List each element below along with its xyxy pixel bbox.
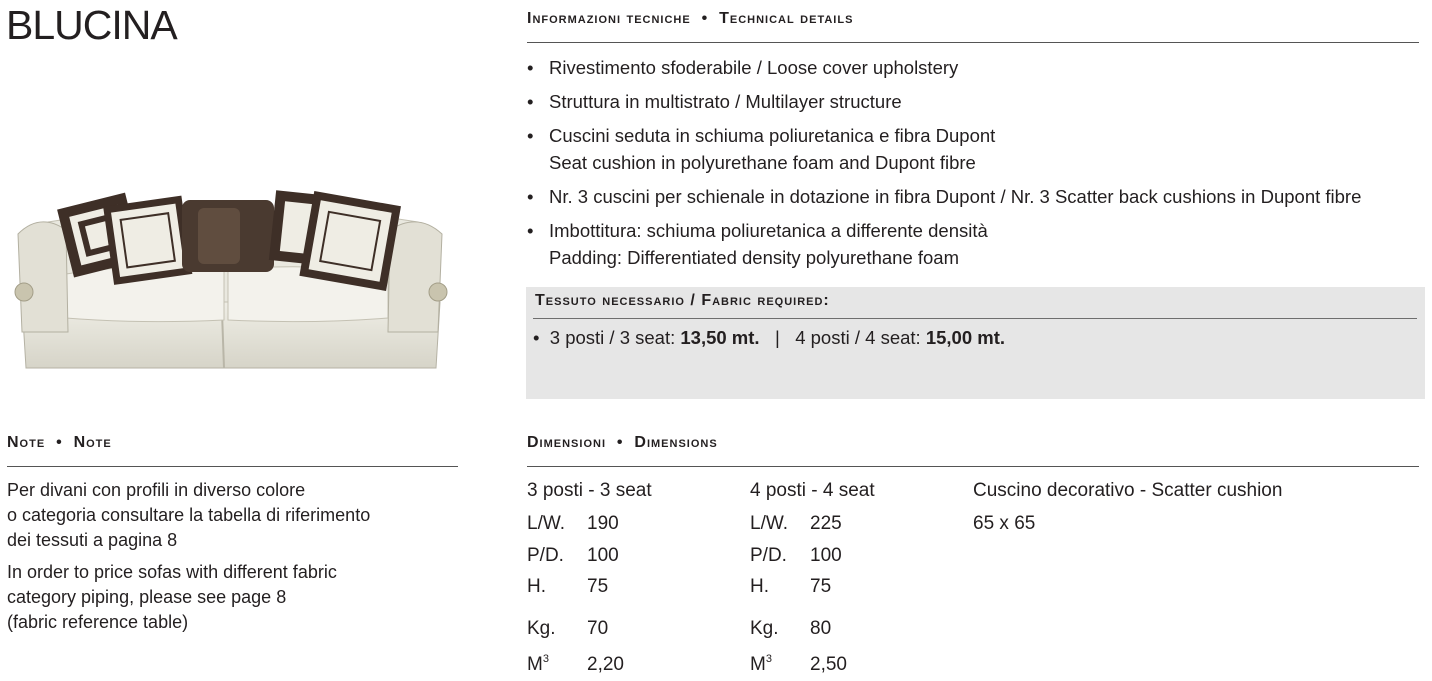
sofa-image — [10, 182, 452, 372]
fabric-divider — [533, 318, 1417, 319]
notes-heading: Note • Note — [7, 434, 112, 451]
fabric-4-seat-value: 15,00 mt. — [925, 327, 1006, 348]
notes-paragraph-en: In order to price sofas with different fabric category piping, please see page 8 (fabric reference table) — [7, 562, 337, 632]
technical-divider — [527, 42, 1419, 43]
technical-list — [527, 54, 1427, 278]
fabric-3-seat-value: 13,50 mt. — [680, 327, 760, 348]
notes-divider — [7, 466, 458, 467]
dimensions-heading: Dimensioni • Dimensions — [527, 434, 718, 451]
fabric-requirements: • 3 posti / 3 seat: 13,50 mt. | 4 posti / 4 seat: 15,00 mt. — [533, 327, 1006, 348]
dimensions-3-seat: 3 posti - 3 seat L/W. 190 P/D. 100 H. 75 Kg. 70 $M^3$ 2,20 — [527, 480, 652, 675]
dimensions-divider — [527, 466, 1419, 467]
technical-item: • Struttura in multistrato / Multilayer structure — [527, 88, 1427, 115]
technical-item: • Nr. 3 cuscini per schienale in dotazione in fibra Dupont / Nr. 3 Scatter back cushions in Dupont fibre — [527, 183, 1427, 210]
product-title: BLUCINA — [6, 2, 177, 48]
technical-item: • Cuscini seduta in schiuma poliuretanica e fibra Dupont Seat cushion in polyurethane foam and Dupont fibre — [527, 122, 1427, 176]
technical-item: • Imbottitura: schiuma poliuretanica a differente densità Padding: Differentiated density polyurethane foam — [527, 217, 1427, 271]
dimensions-scatter-cushion: Cuscino decorativo - Scatter cushion 65 x 65 — [973, 480, 1283, 534]
notes-text — [7, 478, 467, 642]
technical-heading: Informazioni tecniche • Technical details — [527, 10, 854, 27]
notes-paragraph-it: Per divani con profili in diverso colore o categoria consultare la tabella di riferimento dei tessuti a pagina 8 — [7, 480, 371, 550]
dimensions-4-seat: 4 posti - 4 seat L/W. 225 P/D. 100 H. 75 Kg. 80 $M^3$ 2,50 — [750, 480, 875, 675]
fabric-heading: Tessuto necessario / Fabric required: — [535, 292, 830, 309]
technical-item: • Rivestimento sfoderabile / Loose cover upholstery — [527, 54, 1427, 81]
